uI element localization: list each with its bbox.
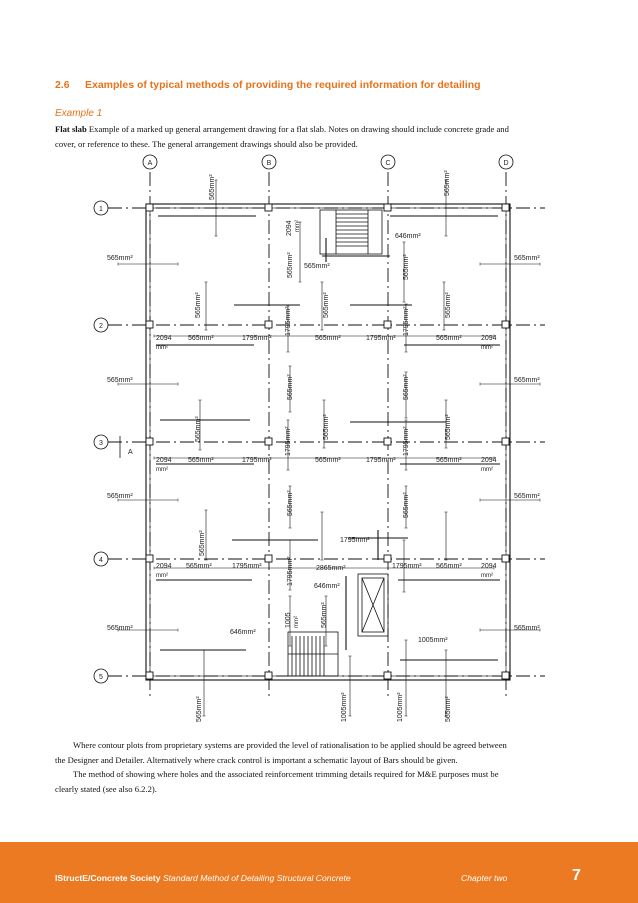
body-paragraph-1: Where contour plots from proprietary systems are provided the level of rationalisation to be applied should be agreed between the Designer and Detailer. Alternatively where crack control is important a schematic layout of Bars should be given. <box>55 740 507 765</box>
vlabel-565-r1-d: 565mm² <box>445 292 452 318</box>
stair-upper <box>320 210 382 254</box>
body-paragraph-2: The method of showing where holes and the associated reinforcement trimming details required for M&E purposes must be clearly stated (see also 6.2.2). <box>55 769 499 794</box>
label-565-row3-c: 565mm² <box>436 457 462 464</box>
label-mm-row3-r: mm² <box>481 467 493 473</box>
vlabel-565-top-a: 565mm² <box>209 174 216 200</box>
label-1005-bottom: 1005mm² <box>418 637 448 644</box>
label-565-row2-c: 565mm² <box>436 335 462 342</box>
vlabel-1005-bottom-1: 1005mm² <box>341 692 348 722</box>
label-2094-row2-r: 2094 <box>481 335 497 342</box>
vlabel-565-bottom-d: 565mm² <box>445 696 452 722</box>
label-2094-row2-l: 2094 <box>156 335 172 342</box>
label-565-right-1: 565mm² <box>514 255 540 262</box>
vlabel-565-r2-a: 565mm² <box>195 416 202 442</box>
vlabel-1005-bottom-2: 1005mm² <box>397 692 404 722</box>
vlabel-565-r2-d: 565mm² <box>445 414 452 440</box>
label-565-row4-a: 565mm² <box>186 563 212 570</box>
label-646-top: 646mm² <box>395 233 421 240</box>
label-1795-row3-b: 1795mm² <box>366 457 396 464</box>
vlabel-565-r2-b: 565mm² <box>287 374 294 400</box>
vlabel-565-r1-b: 565mm² <box>287 252 294 278</box>
label-565-row2-a: 565mm² <box>188 335 214 342</box>
vlabel-565-top-d: 565mm² <box>444 170 451 196</box>
vlabel-1795-r2-c: 1795mm² <box>403 306 410 336</box>
page-number: 7 <box>572 867 581 884</box>
label-565-right-2: 565mm² <box>514 377 540 384</box>
label-565-row2-b: 565mm² <box>315 335 341 342</box>
grid-label-c: C <box>385 160 391 167</box>
vlabel-565-r1-mid: 565mm² <box>323 292 330 318</box>
grid-label-d: D <box>503 160 509 167</box>
vlabel-1795-r3-b: 1795mm² <box>285 426 292 456</box>
label-565-left-2: 565mm² <box>107 377 133 384</box>
label-1795-mid: 1795mm² <box>340 537 370 544</box>
label-565-top-mid: 565mm² <box>304 263 330 270</box>
label-1795-row2-a: 1795mm² <box>242 335 272 342</box>
section-mark-label: A <box>128 449 133 456</box>
vlabel-2094-top: 2094 <box>286 220 293 236</box>
footer-title: Standard Method of Detailing Structural Concrete <box>162 873 351 883</box>
vlabel-mm-top: mm² <box>295 220 301 232</box>
label-mm-row3-l: mm² <box>156 467 168 473</box>
footer-publication <box>55 873 351 883</box>
vlabel-1005-r4: 1005 <box>285 612 292 628</box>
label-mm-row4-l: mm² <box>156 573 168 579</box>
vlabel-1795-r4-b: 1795mm² <box>287 556 294 586</box>
label-646-bottom: 646mm² <box>230 629 256 636</box>
vlabel-565-r3-b: 565mm² <box>287 490 294 516</box>
vlabel-565-r1-c: 565mm² <box>403 254 410 280</box>
body-text <box>55 738 519 796</box>
label-565-right-4: 565mm² <box>514 625 540 632</box>
section-heading <box>55 79 481 91</box>
label-mm-row2-r: mm² <box>481 345 493 351</box>
label-1795-row4-b: 1795mm² <box>392 563 422 570</box>
intro-text: Example of a marked up general arrangement drawing for a flat slab. Notes on drawing should include concrete grade and cover, or reference to these. The general arrangement drawings should also be provided. <box>55 124 509 149</box>
vlabel-mm-r4: mm² <box>294 616 300 628</box>
label-565-right-3: 565mm² <box>514 493 540 500</box>
section-title: Examples of typical methods of providing the required information for detailing <box>85 79 481 91</box>
dimension-lines <box>118 180 540 716</box>
vlabel-565-r3-a: 565mm² <box>199 530 206 556</box>
lift-shaft <box>358 574 388 636</box>
label-565-row3-a: 565mm² <box>188 457 214 464</box>
footer-bar <box>0 842 638 903</box>
label-mm-row4-r: mm² <box>481 573 493 579</box>
vlabel-565-r1-a: 565mm² <box>195 292 202 318</box>
label-1795-row4-a: 1795mm² <box>232 563 262 570</box>
example-label: Example 1 <box>55 108 103 119</box>
vlabel-565-bottom-a: 565mm² <box>196 696 203 722</box>
label-2094-row4-r: 2094 <box>481 563 497 570</box>
label-1795-row3-a: 1795mm² <box>242 457 272 464</box>
label-646-mid: 646mm² <box>314 583 340 590</box>
grid-label-2: 2 <box>99 323 103 330</box>
vlabel-565-r3-c: 565mm² <box>403 492 410 518</box>
label-2094-row3-l: 2094 <box>156 457 172 464</box>
label-2094-row4-l: 2094 <box>156 563 172 570</box>
rotated-labels <box>195 170 452 722</box>
stair-lower <box>288 632 338 676</box>
intro-bold-term: Flat slab <box>55 124 87 134</box>
vlabel-565-r2-mid: 565mm² <box>323 414 330 440</box>
footer-org: IStructE/Concrete Society <box>55 873 161 883</box>
label-565-left-4: 565mm² <box>107 625 133 632</box>
grid-label-a: A <box>147 160 153 167</box>
grid-label-b: B <box>266 160 272 167</box>
label-565-left-1: 565mm² <box>107 255 133 262</box>
flat-slab-drawing <box>0 150 638 730</box>
label-2094-row3-r: 2094 <box>481 457 497 464</box>
footer-chapter: Chapter two <box>461 873 508 883</box>
vlabel-565-r4-mid: 565mm² <box>321 602 328 628</box>
vlabel-565-r2-c: 565mm² <box>403 374 410 400</box>
grid-label-4: 4 <box>99 557 103 564</box>
grid-label-3: 3 <box>99 440 103 447</box>
label-1795-row2-b: 1795mm² <box>366 335 396 342</box>
label-565-row4-c: 565mm² <box>436 563 462 570</box>
label-mm-row2-l: mm² <box>156 345 168 351</box>
label-565-row3-b: 565mm² <box>315 457 341 464</box>
section-number: 2.6 <box>55 79 70 91</box>
intro-paragraph <box>55 122 525 151</box>
vlabel-1795-r3-c: 1795mm² <box>403 426 410 456</box>
grid-label-1: 1 <box>99 206 103 213</box>
label-2865-row4: 2865mm² <box>316 565 346 572</box>
vlabel-1795-r2-b: 1795mm² <box>285 306 292 336</box>
grid-label-5: 5 <box>99 674 103 681</box>
label-565-left-3: 565mm² <box>107 493 133 500</box>
